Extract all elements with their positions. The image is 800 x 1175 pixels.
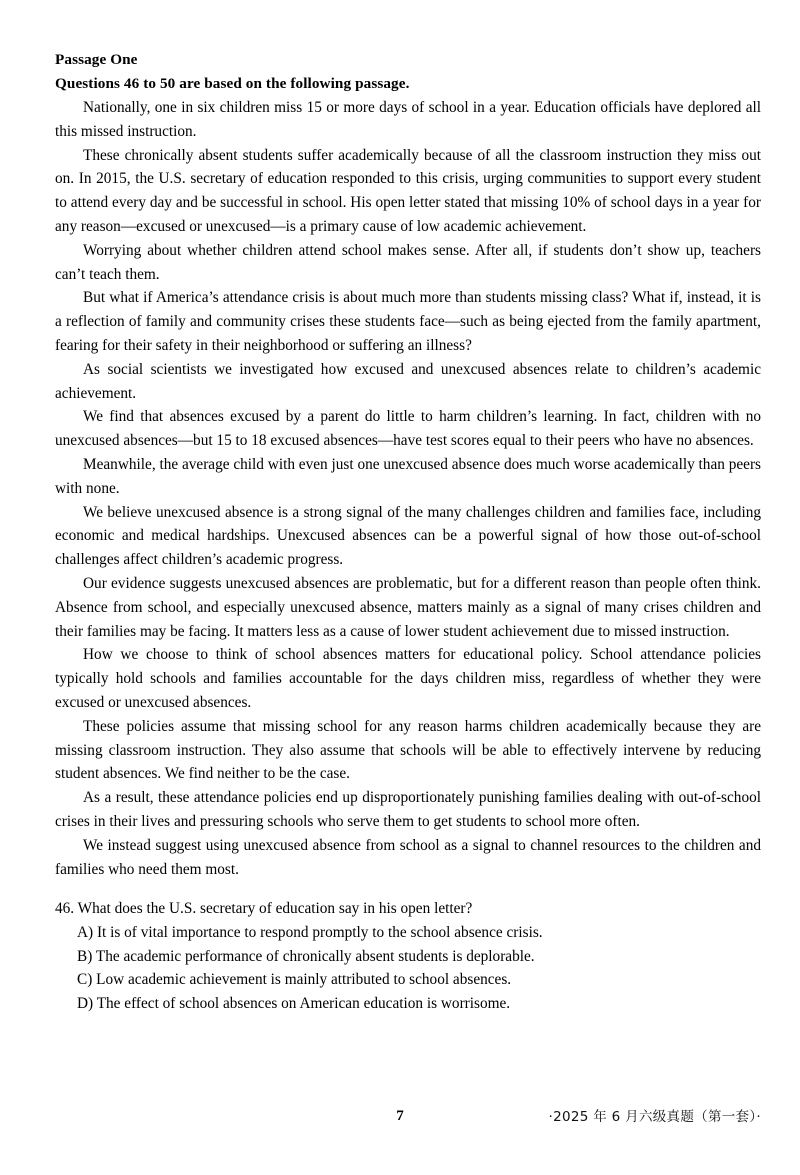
- answer-option-b[interactable]: B) The academic performance of chronically absent students is deplorable.: [77, 947, 535, 965]
- passage-paragraph: These chronically absent students suffer academically because of all the classroom instruction they miss out on. In 2015, the U.S. secretary of education responded to this crisis, urging communities to support every student to attend every day and be successful in school. His open letter stated that missing 10% of school days in a year for any reason—excused or unexcused—is a primary cause of low academic achievement.: [55, 146, 761, 235]
- question-stem-46: 46. What does the U.S. secretary of education say in his open letter?: [55, 900, 473, 918]
- answer-options-46: [55, 921, 761, 1015]
- passage-paragraph: We instead suggest using unexcused absence from school as a signal to channel resources to the children and families who need them most.: [55, 836, 761, 878]
- passage-paragraph: But what if America’s attendance crisis is about much more than students missing class? What if, instead, it is a reflection of family and community crises these students face—such as being ejected from the family apartment, fearing for their safety in their neighborhood or suffering an illness?: [55, 289, 761, 354]
- passage-paragraph: As social scientists we investigated how excused and unexcused absences relate to children’s academic achievement.: [55, 360, 761, 402]
- passage-paragraph: Worrying about whether children attend school makes sense. After all, if students don’t show up, teachers can’t teach them.: [55, 241, 761, 283]
- answer-option-a[interactable]: A) It is of vital importance to respond promptly to the school absence crisis.: [77, 924, 543, 942]
- passage-paragraph: We believe unexcused absence is a strong signal of the many challenges children and families face, including economic and medical hardships. Unexcused absences can be a powerful signal of how those out-of-school challenges affect children’s academic progress.: [55, 503, 761, 569]
- passage-paragraph: How we choose to think of school absences matters for educational policy. School attendance policies typically hold schools and families accountable for the days children miss, regardless of whether they were excused or unexcused absences.: [55, 646, 761, 711]
- passage-paragraph: Our evidence suggests unexcused absences are problematic, but for a different reason than people often think. Absence from school, and especially unexcused absence, matters mainly as a signal of many crises children and their families may be facing. It matters less as a cause of lower student achievement due to missed instruction.: [55, 574, 761, 640]
- footer-exam-note: ·2025 年 6 月六级真题（第一套）·: [548, 1109, 761, 1125]
- passage-paragraph: Nationally, one in six children miss 15 or more days of school in a year. Education officials have deplored all this missed instruction.: [55, 99, 761, 140]
- passage-paragraph: We find that absences excused by a parent do little to harm children’s learning. In fact, children with no unexcused absences—but 15 to 18 excused absences—have test scores equal to their peers who have no absences.: [55, 408, 761, 450]
- passage-paragraph: As a result, these attendance policies end up disproportionately punishing families dealing with out-of-school crises in their lives and pressuring schools who serve them to get students to school more often.: [55, 789, 761, 830]
- questions-directive: Questions 46 to 50 are based on the following passage.: [55, 74, 410, 92]
- page-number: 7: [396, 1108, 404, 1124]
- passage-heading: Passage One: [55, 51, 138, 68]
- page-footer: [0, 1106, 800, 1136]
- page-content: [55, 48, 761, 1015]
- passage-paragraph: These policies assume that missing school for any reason harms children academically because they are missing classroom instruction. They also assume that schools will be able to effectively intervene by reducing student absences. We find neither to be the case.: [55, 717, 761, 783]
- answer-option-c[interactable]: C) Low academic achievement is mainly attributed to school absences.: [77, 971, 512, 989]
- questions-block: [55, 897, 761, 1015]
- passage-paragraph: Meanwhile, the average child with even just one unexcused absence does much worse academically than peers with none.: [55, 455, 761, 497]
- answer-option-d[interactable]: D) The effect of school absences on American education is worrisome.: [77, 994, 511, 1012]
